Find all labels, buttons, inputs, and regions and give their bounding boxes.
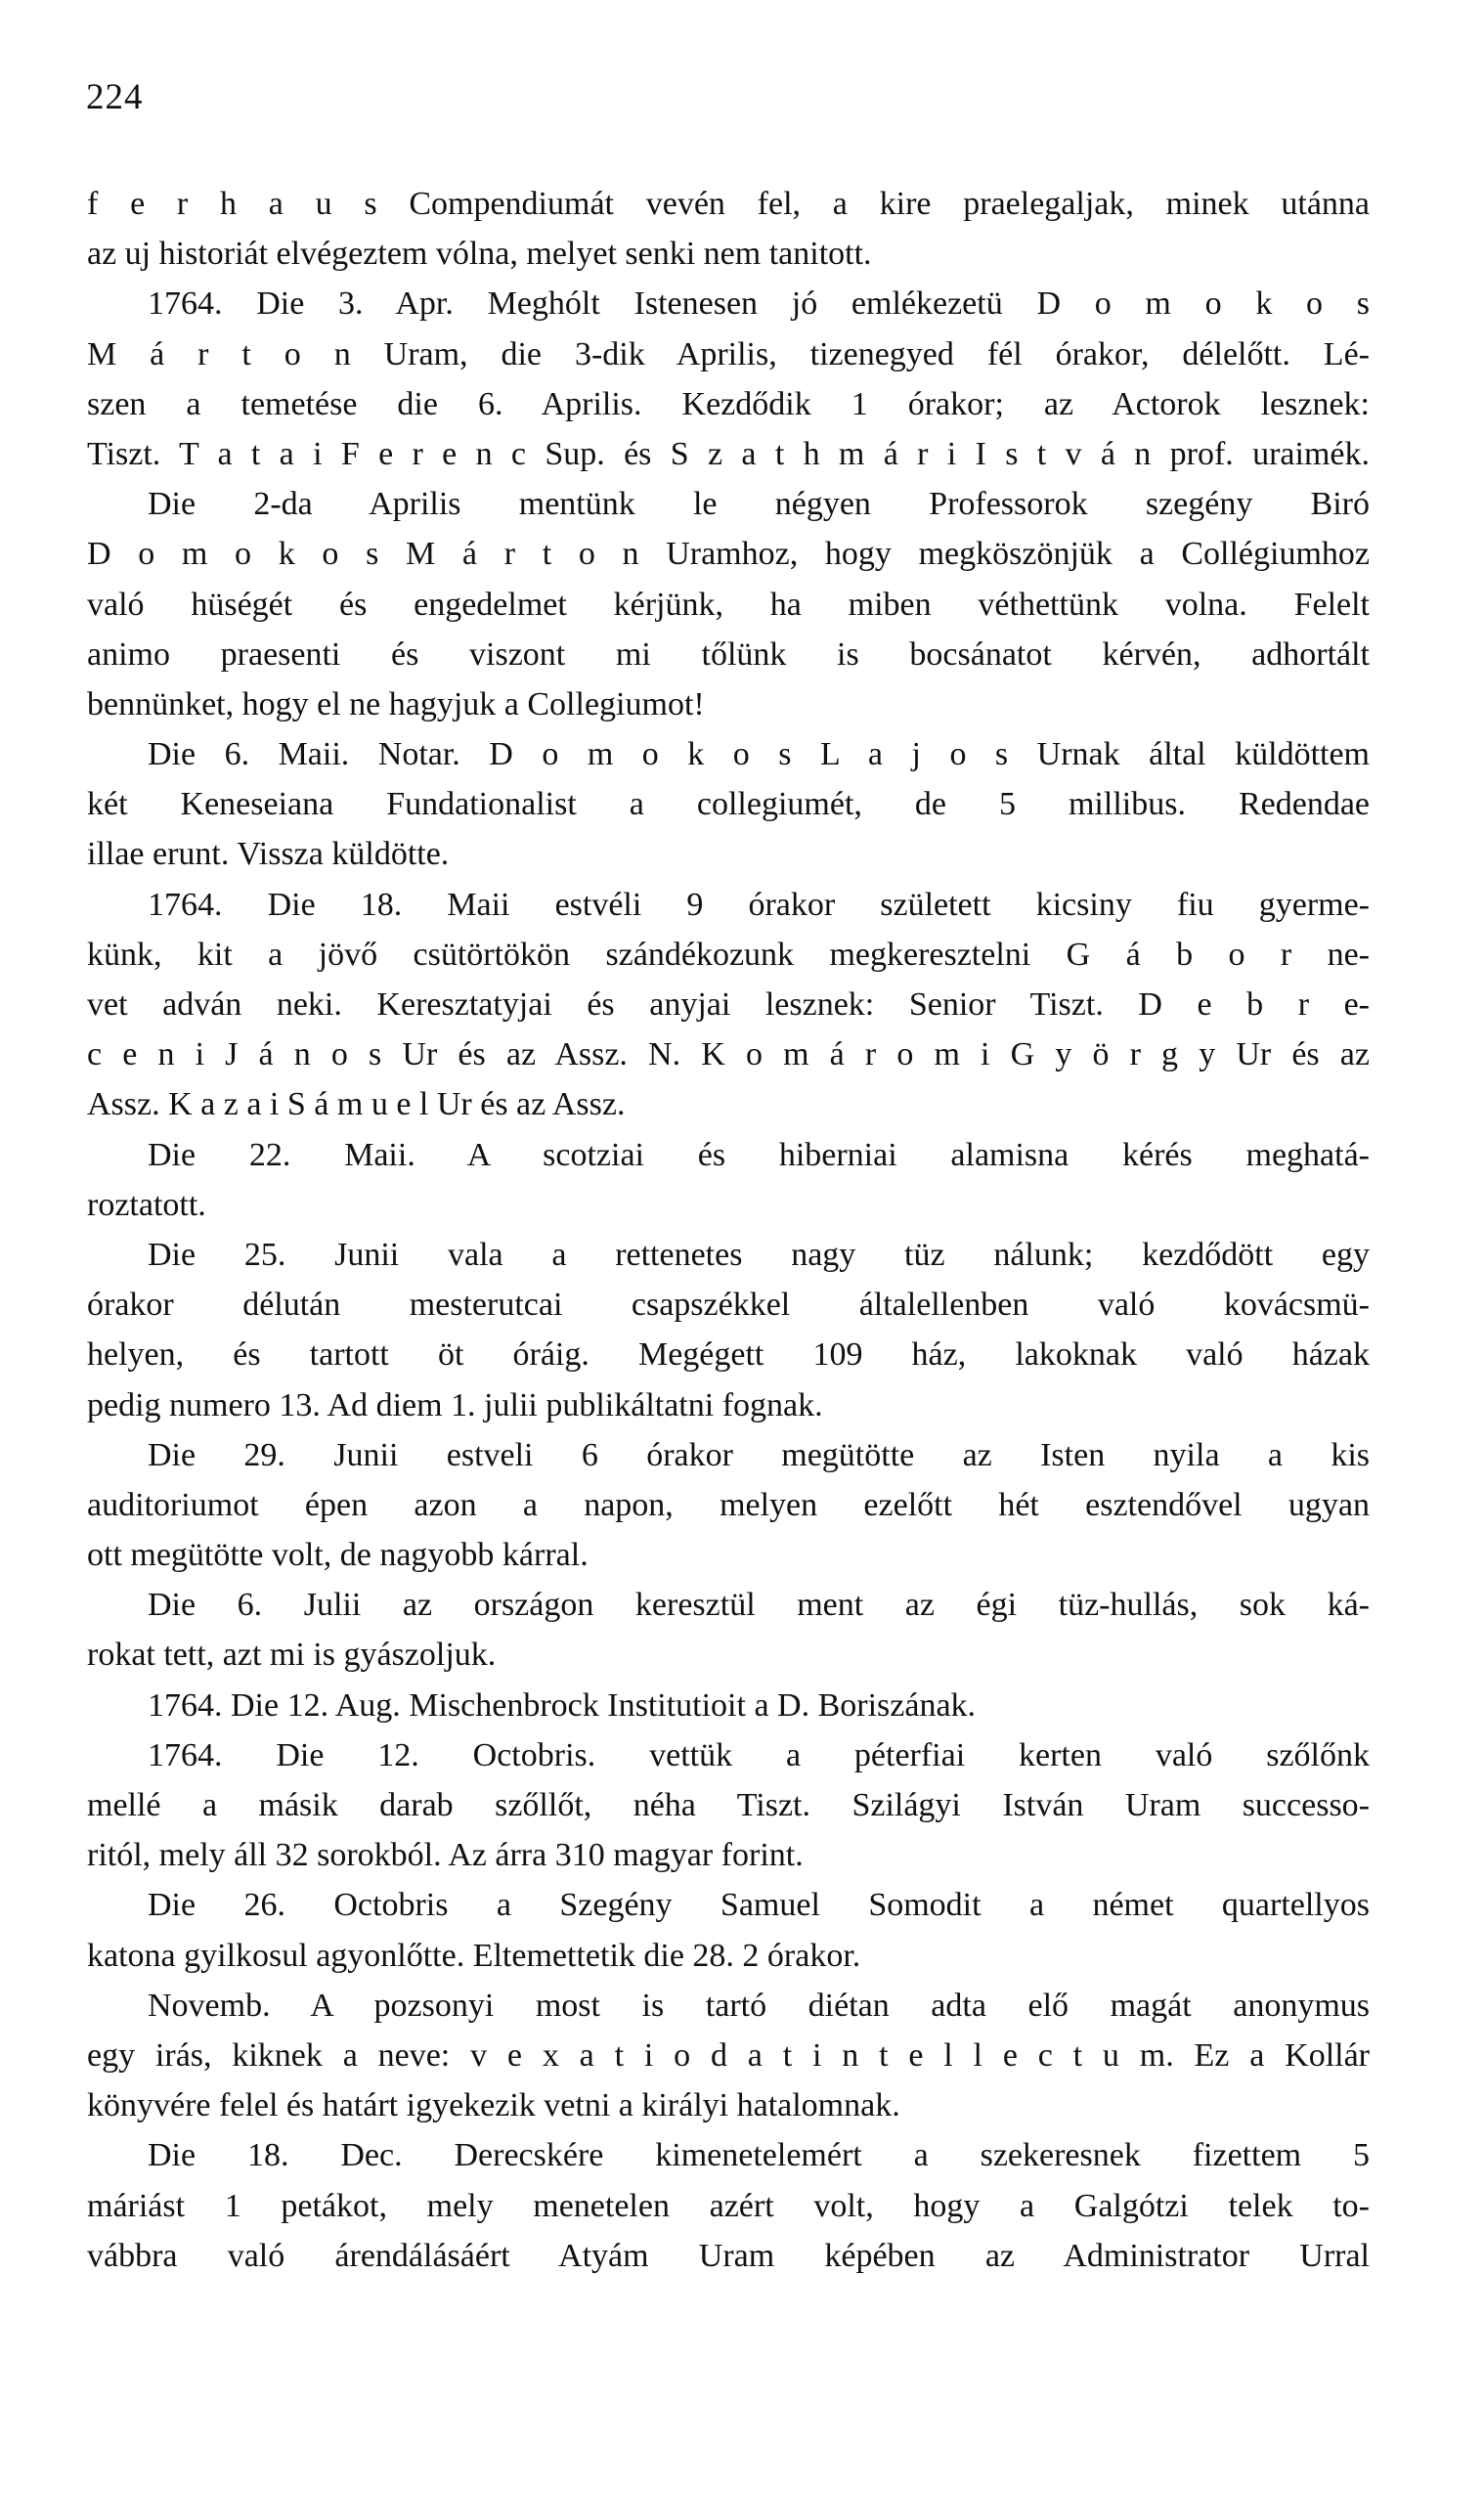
text-line: Die 6. Maii. Notar. D o m o k o s L a j o s Urnak által küldöttem (148, 736, 1370, 773)
text-line: 1764. Die 3. Apr. Meghólt Istenesen jó emlékezetü D o m o k o s (148, 285, 1370, 323)
text-line: rokat tett, azt mi is gyászoljuk. (87, 1637, 497, 1674)
text-line: f e r h a u s Compendiumát vevén fel, a kire praelegaljak, minek utánna (87, 186, 1370, 222)
text-line: Die 29. Junii estveli 6 órakor megütötte az Isten nyila a kis (148, 1436, 1370, 1473)
text-line: pedig numero 13. Ad diem 1. julii publikáltatni fognak. (87, 1386, 823, 1423)
text-line: helyen, és tartott öt óráig. Megégett 109 ház, lakoknak való házak (87, 1336, 1370, 1374)
text-line: Die 26. Octobris a Szegény Samuel Somodit a német quartellyos (148, 1887, 1370, 1924)
text-line: 1764. Die 12. Aug. Mischenbrock Institutioit a D. Boriszának. (148, 1686, 977, 1724)
text-line: Die 25. Junii vala a rettenetes nagy tüz nálunk; kezdődött egy (148, 1236, 1370, 1273)
text-line: ott megütötte volt, de nagyobb kárral. (87, 1537, 589, 1574)
text-line: Tiszt. T a t a i F e r e n c Sup. és S z a t h m á r i I s t v á n prof. uraimék. (87, 435, 1370, 472)
text-line: egy irás, kiknek a neve: v e x a t i o d a t i n t e l l e c t u m. Ez a Kollár (87, 2036, 1370, 2074)
text-line: animo praesenti és viszont mi tőlünk is bocsánatot kérvén, adhortált (87, 635, 1370, 673)
text-line: vábbra való árendálásáért Atyám Uram képében az Administrator Urral (87, 2237, 1370, 2274)
text-line: bennünket, hogy el ne hagyjuk a Collegiumot! (87, 685, 705, 722)
text-line: az uj historiát elvégeztem vólna, melyet senki nem tanitott. (87, 236, 872, 273)
text-line: mellé a másik darab szőllőt, néha Tiszt. Szilágyi István Uram successo- (87, 1787, 1370, 1823)
text-line: két Keneseiana Fundationalist a collegiumét, de 5 millibus. Redendae (87, 786, 1370, 823)
text-line: való hüségét és engedelmet kérjünk, ha miben véthettünk volna. Felelt (87, 586, 1370, 623)
text-line: Die 2-da Aprilis mentünk le négyen Professorok szegény Biró (148, 486, 1370, 523)
text-line: 1764. Die 18. Maii estvéli 9 órakor született kicsiny fiu gyerme- (148, 886, 1370, 923)
text-line: 1764. Die 12. Octobris. vettük a péterfiai kerten való szőlőnk (148, 1736, 1370, 1773)
text-line: Die 18. Dec. Derecskére kimenetelemért a szekeresnek fizettem 5 (148, 2137, 1370, 2174)
text-line: könyvére felel és határt igyekezik vetni a királyi hatalomnak. (87, 2087, 900, 2124)
text-line: illae erunt. Vissza küldötte. (87, 836, 450, 873)
text-line: máriást 1 petákot, mely menetelen azért volt, hogy a Galgótzi telek to- (87, 2187, 1370, 2224)
text-line: künk, kit a jövő csütörtökön szándékozunk megkeresztelni G á b o r ne- (87, 936, 1370, 973)
text-line: auditoriumot épen azon a napon, melyen ezelőtt hét esztendővel ugyan (87, 1486, 1370, 1523)
text-line: D o m o k o s M á r t o n Uramhoz, hogy megköszönjük a Collégiumhoz (87, 536, 1370, 573)
text-line: Die 6. Julii az országon keresztül ment az égi tüz-hullás, sok ká- (148, 1587, 1370, 1624)
text-line: Novemb. A pozsonyi most is tartó diétan adta elő magát anonymus (148, 1987, 1370, 2024)
text-line: órakor délután mesterutcai csapszékkel általellenben való kovácsmü- (87, 1287, 1370, 1324)
text-line: roztatott. (87, 1186, 206, 1223)
text-line: Die 22. Maii. A scotziai és hiberniai alamisna kérés meghatá- (148, 1136, 1370, 1173)
text-line: M á r t o n Uram, die 3-dik Aprilis, tizenegyed fél órakor, délelőtt. Lé- (87, 335, 1370, 372)
text-line: c e n i J á n o s Ur és az Assz. N. K o m á r o m i G y ö r g y Ur és az (87, 1036, 1370, 1073)
text-line: Assz. K a z a i S á m u e l Ur és az Assz. (87, 1086, 626, 1123)
text-line: vet adván neki. Keresztatyjai és anyjai lesznek: Senior Tiszt. D e b r e- (87, 986, 1370, 1023)
page-number: 224 (86, 77, 144, 117)
text-line: ritól, mely áll 32 sorokból. Az árra 310 magyar forint. (87, 1837, 804, 1874)
body-text (87, 179, 1370, 2281)
text-line: szen a temetése die 6. Aprilis. Kezdődik 1 órakor; az Actorok lesznek: (87, 385, 1370, 422)
text-line: katona gyilkosul agyonlőtte. Eltemettetik die 28. 2 órakor. (87, 1937, 861, 1974)
